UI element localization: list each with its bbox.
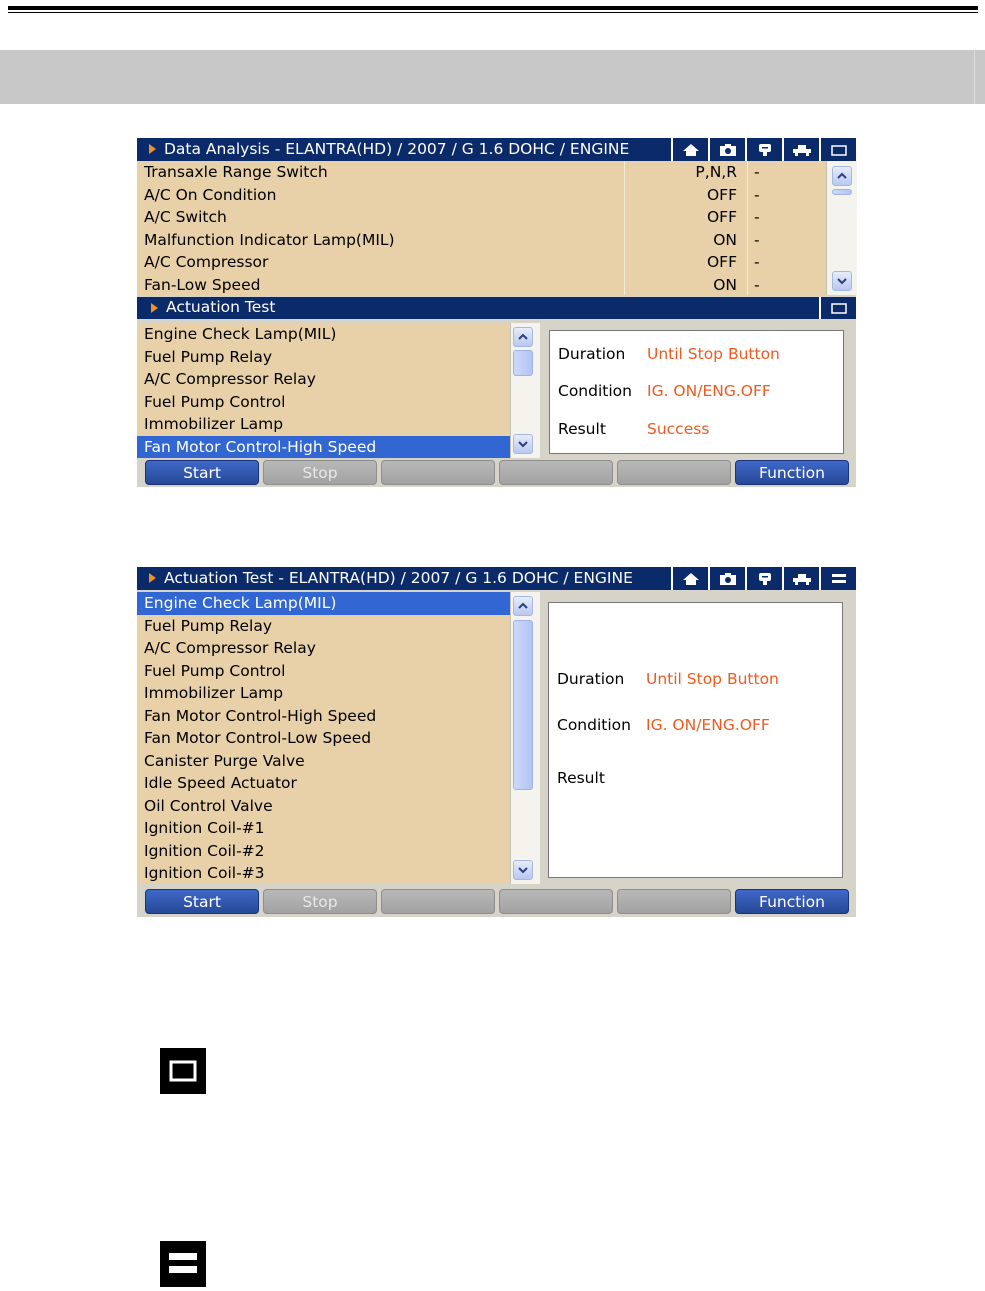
table-row[interactable]: Fan-Low Speed ON - xyxy=(137,274,826,296)
restore-icon xyxy=(160,1241,206,1287)
camera-icon[interactable] xyxy=(708,138,745,161)
window-title: Data Analysis - ELANTRA(HD) / 2007 / G 1.6 DOHC / ENGINE xyxy=(164,140,630,158)
toolbar-icons xyxy=(671,567,856,590)
table-row[interactable]: A/C On Condition OFF - xyxy=(137,184,826,207)
duration-label: Duration xyxy=(557,670,625,688)
test-list-scrollbar[interactable] xyxy=(510,323,540,458)
restore-icon[interactable] xyxy=(819,567,856,590)
test-info-panel xyxy=(548,602,843,878)
duration-label: Duration xyxy=(558,345,626,363)
test-info-panel xyxy=(549,330,844,454)
list-item[interactable]: Ignition Coil-#1 xyxy=(144,819,265,837)
list-item[interactable]: Oil Control Valve xyxy=(144,796,273,815)
empty-button-3[interactable] xyxy=(381,889,495,914)
duration-value: Until Stop Button xyxy=(646,670,779,688)
button-bar xyxy=(137,888,856,915)
scroll-thumb[interactable] xyxy=(832,189,852,195)
list-item[interactable]: Immobilizer Lamp xyxy=(144,684,284,702)
button-bar xyxy=(137,459,856,486)
subpanel-title: Actuation Test xyxy=(166,298,276,316)
function-button[interactable]: Function xyxy=(735,460,849,485)
list-item[interactable]: A/C Compressor Relay xyxy=(144,639,316,657)
empty-button-5[interactable] xyxy=(617,460,731,485)
data-list xyxy=(137,161,826,295)
list-item[interactable]: Fan Motor Control-High Speed xyxy=(144,706,377,725)
list-item[interactable]: Engine Check Lamp(MIL) xyxy=(144,325,337,343)
table-row[interactable]: A/C Switch OFF - xyxy=(137,206,826,229)
list-item[interactable]: Fuel Pump Relay xyxy=(144,347,273,366)
list-item[interactable]: Fuel Pump Control xyxy=(144,392,286,411)
list-item-selected[interactable]: Fan Motor Control-High Speed xyxy=(137,436,510,459)
scroll-down-button[interactable] xyxy=(832,271,852,291)
window-title: Actuation Test - ELANTRA(HD) / 2007 / G 1.6 DOHC / ENGINE xyxy=(164,569,633,587)
empty-button-4[interactable] xyxy=(499,889,613,914)
section-header-band xyxy=(0,50,985,104)
help-icon[interactable] xyxy=(745,567,782,590)
start-button[interactable]: Start xyxy=(145,889,259,914)
maximize-icon[interactable] xyxy=(819,297,856,319)
table-row[interactable]: A/C Compressor OFF - xyxy=(137,251,826,274)
condition-label: Condition xyxy=(558,382,632,400)
list-item[interactable]: Immobilizer Lamp xyxy=(144,415,284,433)
result-label: Result xyxy=(557,769,605,787)
result-label: Result xyxy=(558,420,606,438)
stop-button[interactable]: Stop xyxy=(263,460,377,485)
scroll-up-button[interactable] xyxy=(832,166,852,186)
maximize-icon[interactable] xyxy=(819,138,856,161)
scroll-up-button[interactable] xyxy=(513,327,533,347)
test-list xyxy=(137,323,510,458)
title-bar xyxy=(137,567,856,590)
list-item[interactable]: Fan Motor Control-Low Speed xyxy=(144,729,372,747)
scroll-thumb[interactable] xyxy=(513,350,533,376)
condition-value: IG. ON/ENG.OFF xyxy=(647,382,771,400)
condition-value: IG. ON/ENG.OFF xyxy=(646,716,770,734)
test-list xyxy=(137,592,510,884)
maximize-icon xyxy=(160,1048,206,1094)
duration-value: Until Stop Button xyxy=(647,345,780,363)
title-bar xyxy=(137,138,856,161)
camera-icon[interactable] xyxy=(708,567,745,590)
actuation-test-screen xyxy=(137,567,856,917)
condition-label: Condition xyxy=(557,716,631,734)
top-rule-thick xyxy=(8,6,978,10)
list-item[interactable]: Idle Speed Actuator xyxy=(144,774,297,792)
function-button[interactable]: Function xyxy=(735,889,849,914)
home-icon[interactable] xyxy=(671,567,708,590)
empty-button-3[interactable] xyxy=(381,460,495,485)
list-item[interactable]: Fuel Pump Control xyxy=(144,661,286,680)
scroll-up-button[interactable] xyxy=(513,596,533,616)
list-item[interactable]: Ignition Coil-#2 xyxy=(144,841,265,860)
title-arrow-icon xyxy=(149,573,156,583)
scroll-down-button[interactable] xyxy=(513,860,533,880)
table-row[interactable]: Transaxle Range Switch P,N,R - xyxy=(137,161,826,184)
data-list-scrollbar[interactable] xyxy=(826,161,857,295)
toolbar-icons xyxy=(671,138,856,161)
help-icon[interactable] xyxy=(745,138,782,161)
result-value: Success xyxy=(647,420,710,438)
actuation-test-bar xyxy=(137,297,856,319)
top-rule-thin xyxy=(8,12,978,13)
list-item[interactable]: Canister Purge Valve xyxy=(144,751,305,770)
car-icon[interactable] xyxy=(782,138,819,161)
list-item[interactable]: Fuel Pump Relay xyxy=(144,616,273,635)
list-item[interactable]: Ignition Coil-#3 xyxy=(144,864,265,882)
test-list-scrollbar[interactable] xyxy=(510,592,540,884)
table-row[interactable]: Malfunction Indicator Lamp(MIL) ON - xyxy=(137,229,826,252)
list-item-selected[interactable]: Engine Check Lamp(MIL) xyxy=(137,592,510,615)
stop-button[interactable]: Stop xyxy=(263,889,377,914)
car-icon[interactable] xyxy=(782,567,819,590)
data-analysis-screen xyxy=(137,138,856,487)
start-button[interactable]: Start xyxy=(145,460,259,485)
empty-button-4[interactable] xyxy=(499,460,613,485)
subbar-arrow-icon xyxy=(151,303,158,313)
home-icon[interactable] xyxy=(671,138,708,161)
scroll-thumb[interactable] xyxy=(513,620,533,790)
list-item[interactable]: A/C Compressor Relay xyxy=(144,370,316,388)
title-arrow-icon xyxy=(149,144,156,154)
scroll-down-button[interactable] xyxy=(513,434,533,454)
empty-button-5[interactable] xyxy=(617,889,731,914)
